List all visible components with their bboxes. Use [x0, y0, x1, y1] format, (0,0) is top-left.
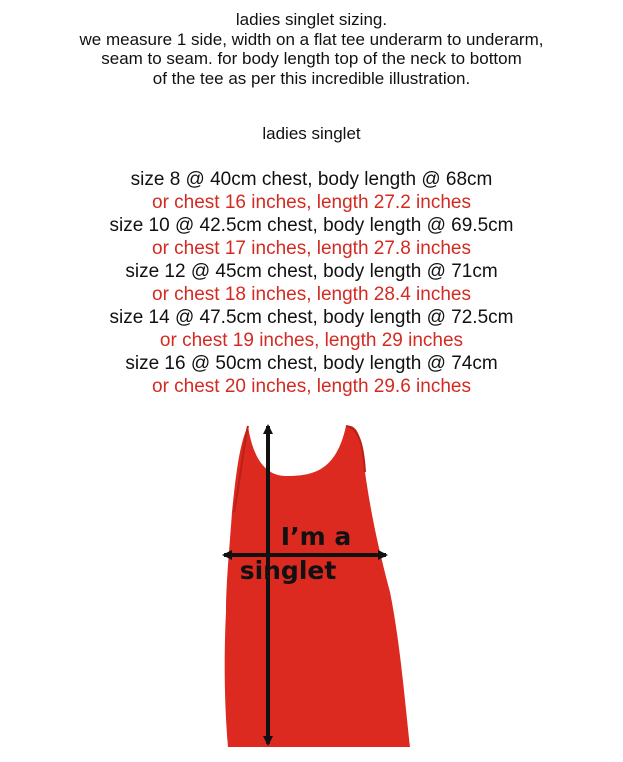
size-imperial-line: or chest 18 inches, length 28.4 inches — [152, 284, 471, 305]
size-metric-line: size 16 @ 50cm chest, body length @ 74cm — [125, 353, 498, 374]
size-metric-line: size 12 @ 45cm chest, body length @ 71cm — [125, 261, 498, 282]
singlet-illustration — [200, 412, 430, 757]
size-list — [0, 168, 623, 398]
print-text-line2: singlet — [239, 556, 337, 585]
intro-line: we measure 1 side, width on a flat tee underarm to underarm, — [79, 29, 544, 49]
size-imperial-line: or chest 19 inches, length 29 inches — [159, 330, 464, 351]
size-imperial-line: or chest 16 inches, length 27.2 inches — [152, 192, 471, 213]
intro-line: of the tee as per this incredible illustration. — [152, 68, 471, 88]
size-metric-line: size 8 @ 40cm chest, body length @ 68cm — [130, 169, 493, 190]
intro-line: ladies singlet sizing. — [235, 10, 388, 29]
intro-line: seam to seam. for body length top of the neck to bottom — [101, 49, 522, 68]
singlet-body — [225, 426, 410, 747]
singlet-drawing — [200, 412, 430, 757]
size-metric-line: size 10 @ 42.5cm chest, body length @ 69.5cm — [109, 215, 514, 236]
section-subtitle: ladies singlet — [262, 124, 361, 143]
size-imperial-line: or chest 17 inches, length 27.8 inches — [152, 238, 471, 259]
print-text-line1: I’m a — [280, 522, 352, 551]
intro-text — [0, 10, 623, 88]
size-imperial-line: or chest 20 inches, length 29.6 inches — [152, 376, 471, 397]
size-metric-line: size 14 @ 47.5cm chest, body length @ 72.5cm — [109, 307, 514, 328]
